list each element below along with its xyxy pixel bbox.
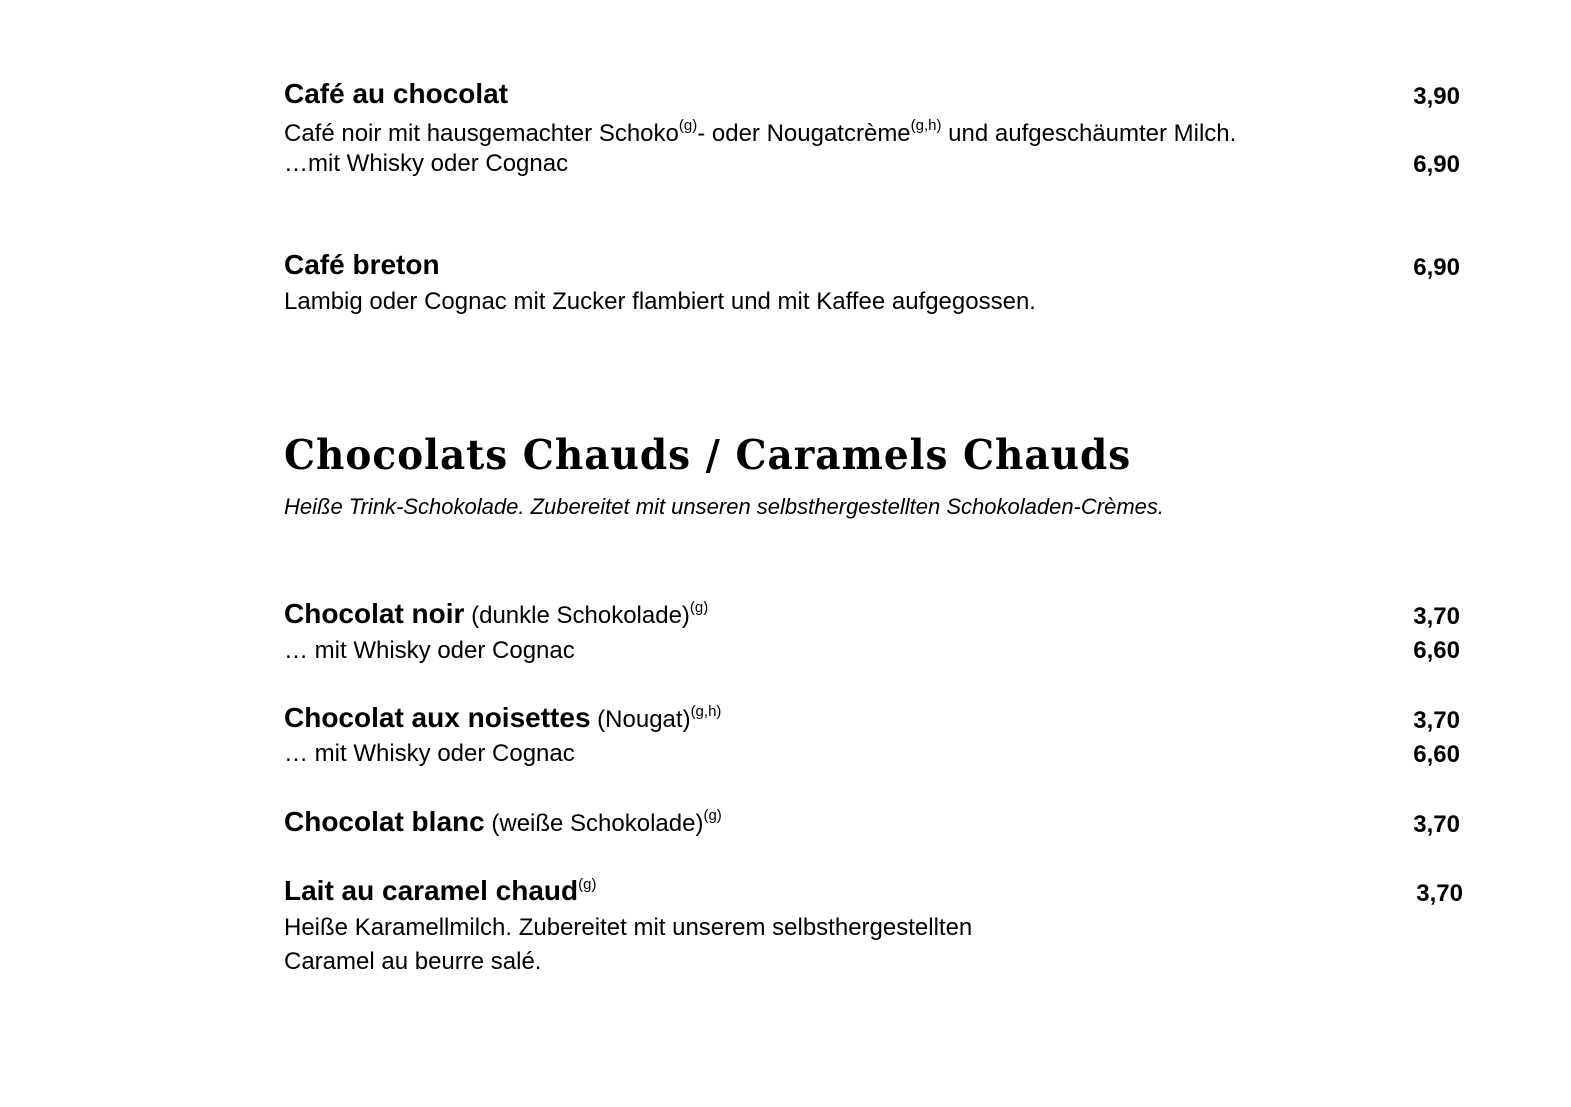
cafe-breton-price: 6,90 [1413, 254, 1460, 281]
cafe-breton-name: Café breton [284, 249, 440, 280]
chocolat-noir-name [284, 598, 708, 630]
section-heading: Chocolats Chauds / Caramels Chauds [284, 431, 1132, 480]
lait-caramel-description-line1: Heiße Karamellmilch. Zubereitet mit unserem selbsthergestellten [284, 914, 973, 941]
item-subtitle: (Nougat) [590, 706, 691, 733]
allergen-note: (g) [689, 599, 709, 616]
cafe-au-chocolat-variant: …mit Whisky oder Cognac [284, 150, 569, 177]
allergen-note: (g,h) [690, 703, 722, 720]
chocolat-noisettes-variant-price: 6,60 [1413, 741, 1460, 768]
chocolat-blanc-price: 3,70 [1413, 811, 1460, 838]
desc-text: - oder Nougatcrème [697, 120, 911, 147]
item-title: Lait au caramel chaud [284, 875, 579, 906]
chocolat-noisettes-price: 3,70 [1413, 707, 1460, 734]
item-title: Chocolat noir [284, 598, 465, 629]
chocolat-noisettes-name [284, 702, 721, 734]
chocolat-blanc-name [284, 806, 722, 838]
desc-text: Café noir mit hausgemachter Schoko [284, 120, 679, 147]
chocolat-noir-variant-price: 6,60 [1413, 637, 1460, 664]
allergen-note: (g) [678, 117, 698, 134]
cafe-breton-description: Lambig oder Cognac mit Zucker flambiert und mit Kaffee aufgegossen. [284, 288, 1036, 315]
cafe-au-chocolat-description [284, 117, 1236, 148]
chocolat-noisettes-variant: … mit Whisky oder Cognac [284, 740, 575, 767]
allergen-note: (g) [703, 807, 722, 824]
allergen-note: (g) [578, 876, 597, 893]
item-title: Chocolat aux noisettes [284, 702, 591, 733]
item-subtitle: (dunkle Schokolade) [464, 602, 690, 629]
desc-text: und aufgeschäumter Milch. [941, 120, 1237, 147]
cafe-au-chocolat-price: 3,90 [1413, 83, 1460, 110]
chocolat-noir-variant: … mit Whisky oder Cognac [284, 637, 575, 664]
chocolat-noir-price: 3,70 [1413, 603, 1460, 630]
cafe-au-chocolat-variant-price: 6,90 [1413, 151, 1460, 178]
lait-caramel-name [284, 875, 596, 907]
lait-caramel-price: 3,70 [1416, 880, 1463, 907]
cafe-au-chocolat-name: Café au chocolat [284, 78, 509, 109]
item-subtitle: (weiße Schokolade) [484, 810, 704, 837]
lait-caramel-description-line2: Caramel au beurre salé. [284, 948, 542, 975]
section-intro: Heiße Trink-Schokolade. Zubereitet mit unseren selbsthergestellten Schokoladen-Crèmes. [284, 494, 1165, 519]
allergen-note: (g,h) [910, 117, 942, 134]
item-title: Chocolat blanc [284, 806, 485, 837]
